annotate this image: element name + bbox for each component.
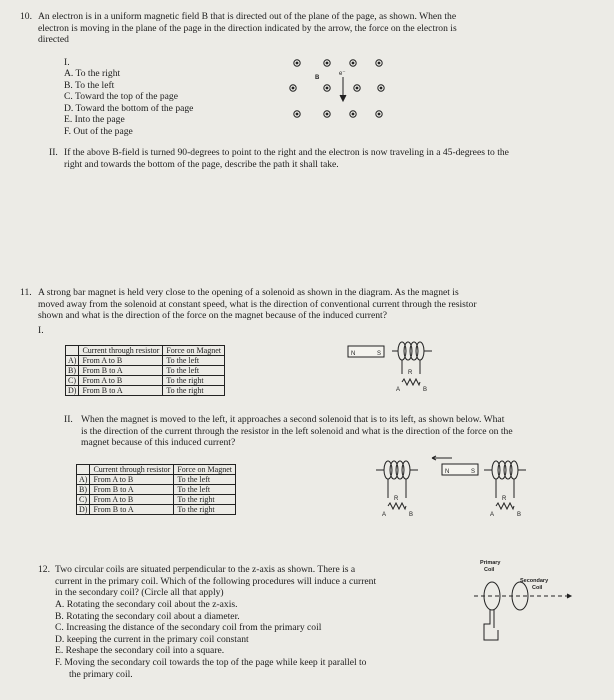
table-row[interactable] [66,386,225,396]
q11-answer-table-1 [65,345,225,396]
row-key: D) [77,505,90,515]
left-point-a-label: A [382,512,387,518]
left-arrow-icon [432,456,452,460]
q10-stem-line3: directed [38,34,69,46]
primary-coil-label-1: Primary [480,560,501,566]
row-current: From B to A [79,386,163,396]
table-header-current: Current through resistor [90,465,174,475]
q11-part2-text [81,414,601,449]
row-key: B) [66,366,79,376]
row-current: From A to B [79,376,163,386]
q11-stem-line1: A strong bar magnet is held very close to the opening of a solenoid as shown in the diagram. As the magnet is [38,287,459,298]
q10-option-f[interactable]: F. Out of the page [64,125,133,137]
row-key: B) [77,485,90,495]
row-force: To the right [174,505,236,515]
resistor-icon [402,379,420,385]
row-current: From A to B [90,475,174,485]
q12-stem-line2: current in the primary coil. Which of the following procedures will induce a current [55,575,377,587]
q10-option-d[interactable]: D. Toward the bottom of the page [64,102,194,114]
q10-part2-number: II. [49,147,58,158]
row-force: To the left [174,485,236,495]
q10-part2-text [64,147,594,170]
left-resistor-label: R [394,496,399,502]
q11-part2-line1: When the magnet is moved to the left, it approaches a second solenoid that is to its left, as shown below. What [81,414,505,425]
row-key: C) [66,376,79,386]
q12-stem-line3: in the secondary coil? (Circle all that apply) [55,587,224,599]
q10-part2-line2: right and towards the bottom of the page, describe the path it shall take. [64,158,339,170]
row-force: To the left [163,366,225,376]
row-key: C) [77,495,90,505]
row-force: To the left [174,475,236,485]
q12-option-c[interactable]: C. Increasing the distance of the secondary coil from the primary coil [55,622,322,634]
table-header-row [77,465,236,475]
table-row[interactable] [66,376,225,386]
right-resistor-label: R [502,496,507,502]
q12-number: 12. [38,564,50,575]
magnet-s-label: S [377,351,382,357]
row-key: D) [66,386,79,396]
magnet-s-label: S [471,469,476,475]
q12-option-d[interactable]: D. keeping the current in the primary coil constant [55,633,249,645]
row-force: To the right [163,376,225,386]
point-b-label: B [423,387,428,393]
q10-stem-line1: An electron is in a uniform magnetic field B that is directed out of the plane of the page, as shown. When the [38,11,457,22]
electron-label: e⁻ [339,71,346,77]
q11-two-solenoids-diagram [372,450,552,530]
right-point-b-label: B [517,512,522,518]
q11-number: 11. [20,287,32,298]
row-current: From A to B [90,495,174,505]
left-point-b-label: B [409,512,414,518]
q12-stem-line1: Two circular coils are situated perpendicular to the z-axis as shown. There is a [55,564,356,575]
secondary-coil-label-1: Secondary [520,578,549,584]
row-current: From B to A [90,505,174,515]
table-header-row [66,346,225,356]
q11-part2-number: II. [64,414,73,425]
q10-stem [38,11,598,46]
q11-stem [38,287,598,322]
row-key: A) [77,475,90,485]
table-row[interactable] [66,366,225,376]
q12-stem [55,564,475,599]
magnet-n-label: N [351,351,356,357]
table-row[interactable] [77,505,236,515]
q10-option-b[interactable]: B. To the left [64,79,115,91]
table-header-force: Force on Magnet [174,465,236,475]
q11-part1-label: I. [38,325,44,336]
q12-coils-diagram [470,556,590,656]
row-current: From B to A [90,485,174,495]
primary-lead-wires-icon [484,610,498,640]
point-a-label: A [396,387,401,393]
primary-coil-label-2: Coil [484,567,495,573]
field-b-label: B [315,75,320,81]
q12-option-a[interactable]: A. Rotating the secondary coil about the z-axis. [55,599,238,610]
row-current: From A to B [79,356,163,366]
q12-option-e[interactable]: E. Reshape the secondary coil into a square. [55,645,225,657]
q10-option-a[interactable]: A. To the right [64,68,121,79]
q10-number: 10. [20,11,32,22]
row-current: From B to A [79,366,163,376]
q12-option-b[interactable]: B. Rotating the secondary coil about a diameter. [55,610,240,622]
table-row[interactable] [77,485,236,495]
q10-options [64,68,193,138]
table-row[interactable] [77,495,236,505]
row-force: To the left [163,356,225,366]
q11-magnet-solenoid-diagram [344,336,454,400]
q12-option-f[interactable]: F. Moving the secondary coil towards the top of the page while keep it parallel to [55,656,367,668]
q11-part2-line3: magnet because of this induced current? [81,437,236,449]
q12-options [55,599,475,680]
q10-stem-line2: electron is moving in the plane of the page in the direction indicated by the arrow, the force on the electron is [38,22,457,34]
q11-stem-line2: moved away from the solenoid at constant speed, what is the direction of conventional current through the resistor [38,298,477,310]
row-force: To the right [163,386,225,396]
secondary-coil-label-2: Coil [532,585,543,591]
table-header-force: Force on Magnet [163,346,225,356]
q10-field-diagram [285,55,395,125]
row-key: A) [66,356,79,366]
magnet-n-label: N [445,469,450,475]
resistor-label: R [408,370,413,376]
q12-option-f-cont: the primary coil. [69,668,133,680]
q10-part1-label: I. [64,57,70,68]
q11-answer-table-2 [76,464,236,515]
row-force: To the right [174,495,236,505]
table-row[interactable] [77,475,236,485]
table-header-current: Current through resistor [79,346,163,356]
table-row[interactable] [66,356,225,366]
right-point-a-label: A [490,512,495,518]
q11-part2-line2: is the direction of the current through the resistor in the left solenoid and what is the direction of the force on the [81,425,513,437]
q10-option-e[interactable]: E. Into the page [64,114,125,126]
q10-part2-line1: If the above B-field is turned 90-degrees to point to the right and the electron is now traveling in a 45-degrees to the [64,147,509,158]
q11-stem-line3: shown and what is the direction of the force on the magnet because of the induced current? [38,310,387,322]
q10-option-c[interactable]: C. Toward the top of the page [64,91,178,103]
